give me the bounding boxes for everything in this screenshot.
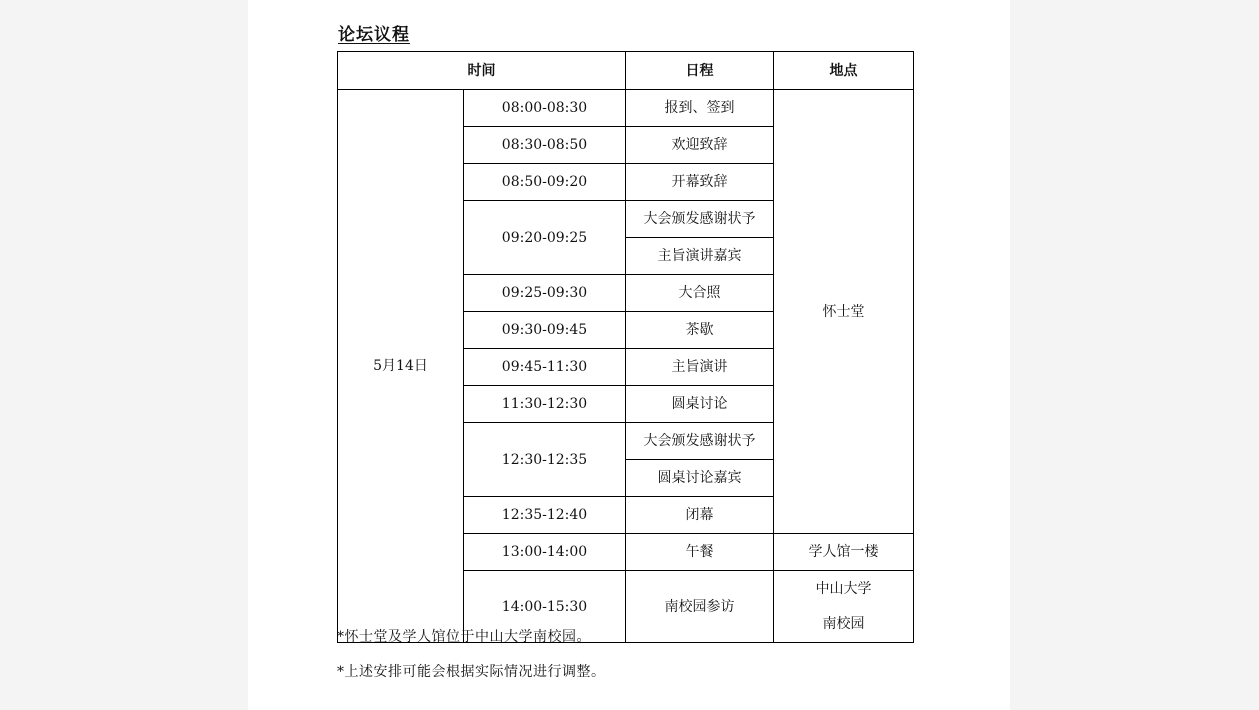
schedule-cell: 主旨演讲 [626, 349, 774, 386]
schedule-cell: 茶歇 [626, 312, 774, 349]
time-cell: 11:30-12:30 [464, 386, 626, 423]
header-row [338, 52, 914, 90]
footnote-location: *怀士堂及学人馆位于中山大学南校园。 [337, 629, 591, 645]
schedule-cell: 欢迎致辞 [626, 127, 774, 164]
time-cell: 09:45-11:30 [464, 349, 626, 386]
agenda-table [337, 51, 914, 643]
document-page [248, 0, 1010, 710]
schedule-cell: 午餐 [626, 534, 774, 571]
time-cell: 08:50-09:20 [464, 164, 626, 201]
location-cell-main: 怀士堂 [774, 90, 914, 534]
header-location: 地点 [774, 52, 914, 90]
footnote-adjustment: *上述安排可能会根据实际情况进行调整。 [337, 664, 606, 680]
time-cell: 14:00-15:30 [464, 571, 626, 643]
location-cell-lunch: 学人馆一楼 [774, 534, 914, 571]
header-schedule: 日程 [626, 52, 774, 90]
time-cell: 09:20-09:25 [464, 201, 626, 275]
schedule-cell: 闭幕 [626, 497, 774, 534]
location-cell-tour [774, 571, 914, 643]
schedule-cell: 大合照 [626, 275, 774, 312]
time-cell: 09:25-09:30 [464, 275, 626, 312]
schedule-cell: 开幕致辞 [626, 164, 774, 201]
location-line1: 中山大学 [815, 581, 872, 597]
time-cell: 12:30-12:35 [464, 423, 626, 497]
schedule-cell: 南校园参访 [626, 571, 774, 643]
location-line2: 南校园 [822, 616, 865, 632]
time-cell: 13:00-14:00 [464, 534, 626, 571]
header-time: 时间 [338, 52, 626, 90]
time-cell: 08:00-08:30 [464, 90, 626, 127]
schedule-cell-line2: 圆桌讨论嘉宾 [626, 460, 774, 497]
time-cell: 12:35-12:40 [464, 497, 626, 534]
time-cell: 09:30-09:45 [464, 312, 626, 349]
table-row [338, 90, 914, 127]
schedule-cell: 圆桌讨论 [626, 386, 774, 423]
page-title: 论坛议程 [338, 25, 410, 45]
schedule-cell-line1: 大会颁发感谢状予 [626, 423, 774, 460]
schedule-cell-line1: 大会颁发感谢状予 [626, 201, 774, 238]
schedule-cell: 报到、签到 [626, 90, 774, 127]
date-cell: 5月14日 [338, 90, 464, 643]
schedule-cell-line2: 主旨演讲嘉宾 [626, 238, 774, 275]
time-cell: 08:30-08:50 [464, 127, 626, 164]
